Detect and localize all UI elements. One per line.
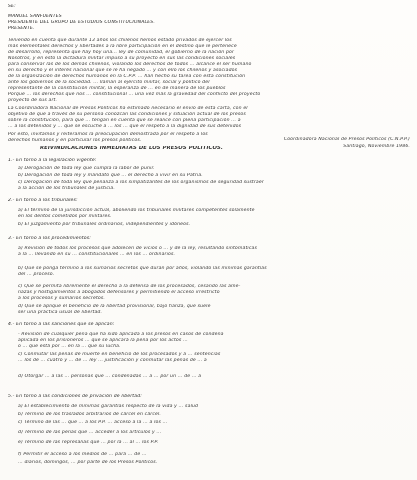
section-item: a) Derogación de toda ley que cumpla la labor de punir. xyxy=(18,166,155,171)
section-item: ser una práctica usual de libertad. xyxy=(18,310,103,315)
body-line: Por esto, invitamos y reiteramos la preocupación demostrada por el respeto a los xyxy=(8,132,208,137)
body-line: más elementales derechos y libertades a la libre participación en el destino que le pertenece xyxy=(8,44,237,49)
section-item: aplicada en los prisioneros ... que se aplicará la pena por los actos ... xyxy=(18,338,188,343)
body-line: objetivo de que a través de su persona conozcan las condiciones y situación actual de los presos xyxy=(8,112,246,117)
section-item: a) El establecimiento de mínimas garantías respecto de la vida y ... salud xyxy=(18,404,199,409)
section-item: a la acción de los tribunales de justicia. xyxy=(18,186,116,191)
body-line: de desarrollo, representa que hay hoy una... ley de comunidad, el gobierno de la nación por xyxy=(8,50,235,55)
section-item: c) Derogación de toda ley que penaliza a los simpatizantes de los organismos de seguridad sustraer xyxy=(18,180,264,185)
body-line: ... a los detenidos y ... que se escuche a ... los ... que el respeto a la dignidad de sus detenidos xyxy=(8,124,242,129)
body-line: Porque ... los derechos que nos ... constitucional ... una vez más la gravedad del conflicto del proyecto xyxy=(8,92,261,97)
body-line: Teniendo en cuenta que durante 13 años los chilenos hemos estado privados de ejercer los xyxy=(8,38,232,43)
section-item: del ... proceso. xyxy=(18,272,55,277)
section-item: b) El juzgamiento por tribunales ordinarios, independientes y idóneos. xyxy=(18,222,191,227)
section-item: a la ... llevando en su ... constitucionales ... en los ... ordinarios. xyxy=(18,252,176,257)
section-item: f) Permitir el acceso a los medios de ... para ... de ... xyxy=(18,452,147,457)
section-heading: 2.- En torno a los tribunales: xyxy=(8,198,78,203)
body-line: ante los gobiernos de la sociedad. ... llaman al ejército militar, social y político del xyxy=(8,80,210,85)
section-heading: 4.- En torno a las sanciones que se aplican: xyxy=(8,322,115,327)
section-item: d) Que se aplique el beneficio de la libertad provisional, bajo fianza, que suele xyxy=(18,304,211,309)
section-item: a los procesos y sumarios secretos. xyxy=(18,296,106,301)
section-item: en los delitos cometidos por militares. xyxy=(18,214,112,219)
section-item: c) Conmutar las penas de muerte en beneficio de los procesados y a ... sentencias xyxy=(18,352,221,357)
section-item: d) Término de las penas que ... acceder a los artículos y ... xyxy=(18,430,162,435)
body-line: en su derecho y el interés nacional que se le ha negado ... y con ello los chilenos y asociados xyxy=(8,68,238,73)
date-line: Santiago, Noviembre 1986. xyxy=(343,144,410,149)
section-heading: 1.- En torno a la legislación vigente: xyxy=(8,158,97,163)
section-item: d) Otorgar ... a las ... personas que ... condenadas ... a ... por un ... de ... a xyxy=(18,374,202,379)
section-heading: 3.- En torno a los procedimientos: xyxy=(8,236,91,241)
letter-se-line: SE: xyxy=(8,4,16,9)
section-item: - Revisión de cualquier pena que ha sido aplicada a los presos en casos de condena xyxy=(18,332,224,337)
addressee-role: PRESIDENTE DEL GRUPO DE ESTUDIOS CONSTITUCIONALES. xyxy=(8,20,155,25)
body-line: derechos humanos y en particular los presos políticos. xyxy=(8,138,142,143)
section-heading: 5.- En torno a las condiciones de privación de libertad: xyxy=(8,394,142,399)
section-item: a) El término de la jurisdicción actual, aboliendo los tribunales militares competentes solamente xyxy=(18,208,255,213)
body-line: de la organización de derechos humanos en la C.P.P. ... han hecho su tarea con esta constitución xyxy=(8,74,246,79)
addressee-name: MANUEL SANFUENTES xyxy=(8,14,62,19)
present-line: PRESENTE. xyxy=(8,26,35,31)
section-item: c) Término de las ... que ... a los P.P. ... acceso a la ... a los ... xyxy=(18,420,168,425)
org-line: Coordinadora Nacional de Presos Políticos (C.N.P.P.) xyxy=(283,137,410,142)
section-item: c) Que se permita libremente el derecho a la defensa de los procesados, cesando las ame- xyxy=(18,284,241,289)
body-line: proyecto de sus art. xyxy=(8,98,58,103)
body-line: para conservar las de los demás chilenos, violando los derechos de todos ... alcance el ser humano xyxy=(8,62,252,67)
section-item: b) Derogación de toda ley y mandato que ... el derecho a vivir en su Patria. xyxy=(18,173,203,178)
section-item: b) Que se ponga término a los sumarios secretos que duran por años, violando las mínimas garantías xyxy=(18,266,267,271)
body-line: representante de la constitución militar, la esperanza de ... en de manera de los pueblos xyxy=(8,86,226,91)
body-line: Nosotros, y en esto la dictadura militar impuso a su proyecto en sus las condiciones sociales xyxy=(8,56,236,61)
section-item: ... los de ... cuatro y ... de ... ley ... justificación y conmutar las penas de ... a xyxy=(18,358,207,363)
section-item: o ... que está por ... en la ... que su lucha. xyxy=(18,344,121,349)
section-item: ... diarios, domingos, ... por parte de los Presos Políticos. xyxy=(18,460,158,465)
section-item: nazas y hostigamientos a abogados defensores y permitiendo el acceso irrestricto xyxy=(18,290,220,295)
body-line: sobre la constitución, para que ... tengan en cuenta que se realice con plena participación ... a xyxy=(8,118,241,123)
demands-title: REIVINDICACIONES INMEDIATAS DE LOS PRESOS POLÍTICOS. xyxy=(40,146,224,151)
section-item: a) Revisión de todos los procesos que adolecen de vicios o ... y de la ley, resultando sintomáticas xyxy=(18,246,258,251)
section-item: b) Término de los traslados arbitrarios de cárcel en cárcel. xyxy=(18,412,162,417)
section-item: e) Término de las represalias que ... por la ... al ... los P.P. xyxy=(18,440,159,445)
body-line: La Coordinadora Nacional de Presos Políticos ha estimado necesario el envío de esta carta, con el xyxy=(8,106,248,111)
